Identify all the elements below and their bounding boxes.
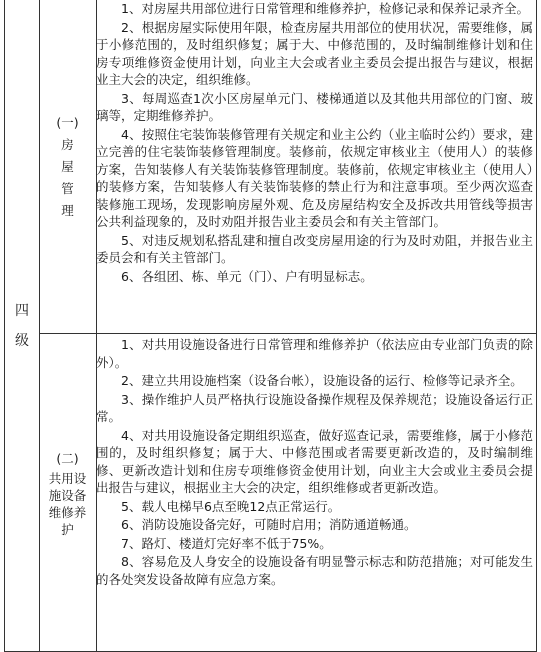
facilities-maintenance-content <box>96 336 533 588</box>
list-item: 4、按照住宅装饰装修管理有关规定和业主公约（业主临时公约）要求，建立完善的住宅装饰装修管理制度。装修前，依规定审核业主（使用人）的装修方案，告知装修人有关装饰装修管理制度。装修前，依规定审核业主（使用人）的装修方案，告知装修人有关装饰装修的禁止行为和注意事项。至少两次巡查装修施工现场，发现影响房屋外观、危及房屋结构安全及拆改共用管线等损害公共利益现象的，及时劝阻并报告业主委员会和有关主管部门。 <box>96 126 533 229</box>
category-number: (一) <box>56 114 79 130</box>
level-cell <box>5 0 39 651</box>
list-item: 2、建立共用设施档案（设备台帐），设施设备的运行、检修等记录齐全。 <box>121 373 523 388</box>
list-item: 3、操作维护人员严格执行设施设备操作规程及保养规范；设施设备运行正常。 <box>96 391 533 424</box>
category-title-char: 理 <box>61 202 74 218</box>
category-cell-facilities <box>39 333 96 652</box>
row-divider <box>39 333 536 334</box>
category-title: 共用设施设备维修养护 <box>48 470 87 537</box>
category-title-char: 屋 <box>61 158 74 174</box>
category-number: (二) <box>56 450 79 466</box>
list-item: 5、对违反规划私搭乱建和擅自改变房屋用途的行为及时劝阻，并报告业主委员会和有关主管部门。 <box>96 232 533 265</box>
list-item: 1、对共用设施设备进行日常管理和维修养护（依法应由专业部门负责的除外）。 <box>96 337 533 370</box>
housing-management-content <box>96 0 533 285</box>
list-item: 6、消防设施设备完好，可随时启用；消防通道畅通。 <box>121 517 417 532</box>
list-item: 3、每周巡查1次小区房屋单元门、楼梯通道以及其他共用部位的门窗、玻璃等，定期维修养护。 <box>96 90 533 123</box>
level-char: 四 <box>15 302 29 319</box>
level-char: 级 <box>15 332 29 349</box>
category-title-char: 管 <box>61 180 74 196</box>
list-item: 1、对房屋共用部位进行日常管理和维修养护，检修记录和保养记录齐全。 <box>121 1 529 16</box>
list-item: 2、根据房屋实际使用年限，检查房屋共用部位的使用状况，需要维修，属于小修范围的，及时组织修复；属于大、中修范围的，及时编制维修计划和住房专项维修资金使用计划，向业主大会或者业主委员会提出报告与建议，根据业主大会的决定，组织维修。 <box>96 19 533 87</box>
list-item: 7、路灯、楼道灯完好率不低于75%。 <box>121 535 332 551</box>
list-item: 5、载人电梯早6点至晚12点正常运行。 <box>121 498 341 514</box>
list-item: 8、容易危及人身安全的设施设备有明显警示标志和防范措施；对可能发生的各处突发设备故障有应急方案。 <box>96 554 533 587</box>
category-cell-housing <box>39 0 96 333</box>
list-item: 6、各组团、栋、单元（门）、户有明显标志。 <box>121 268 373 284</box>
category-title-char: 房 <box>61 136 74 152</box>
list-item: 4、对共用设施设备定期组织巡查，做好巡查记录，需要维修，属于小修范围的，及时组织修复；属于大、中修范围或者需要更新改造的，及时编制维修、更新改造计划和住房专项维修资金使用计划，向业主大会或业主委员会提出报告与建议，根据业主大会的决定，组织维修或者更新改造。 <box>96 427 533 495</box>
